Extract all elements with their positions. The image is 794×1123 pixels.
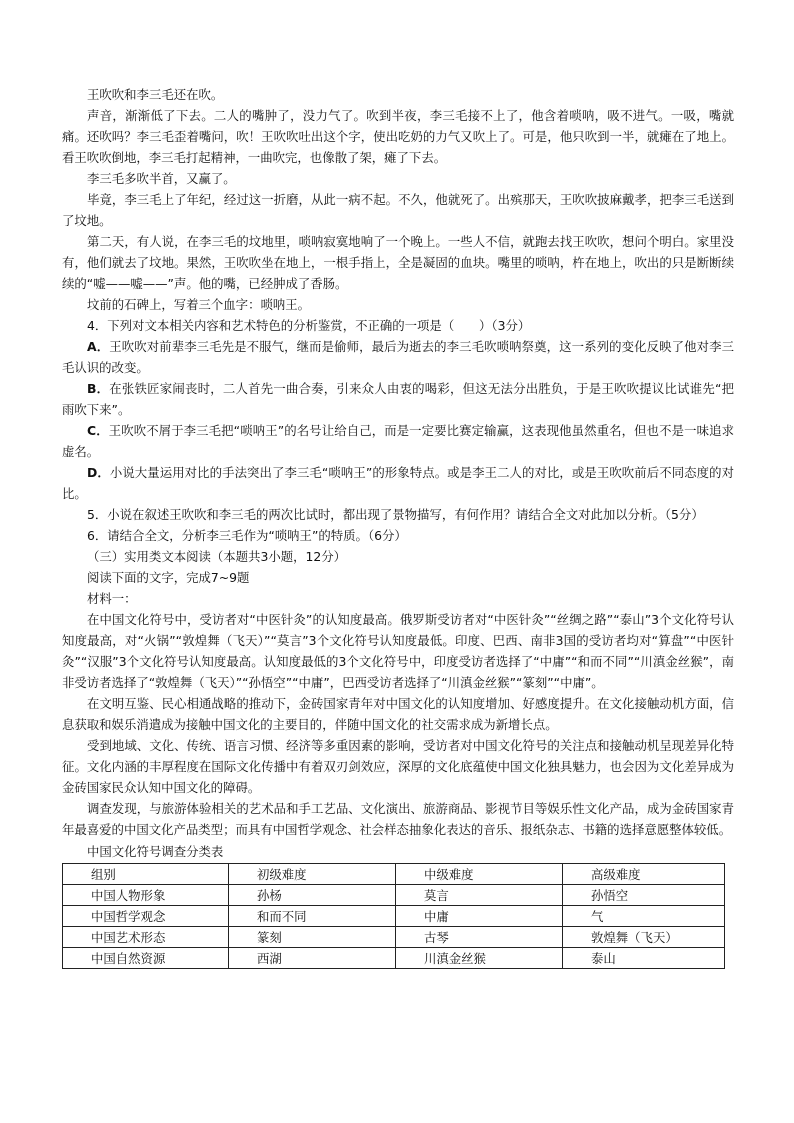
- table-cell: 孙杨: [229, 885, 396, 906]
- material-label: 材料一：: [87, 591, 137, 606]
- question-5: 5．小说在叙述王吹吹和李三毛的两次比试时，都出现了景物描写，有何作用？请结合全文对此加以分析。（5分）: [87, 507, 704, 522]
- table-row: [63, 885, 725, 906]
- table-cell: 莫言: [396, 885, 563, 906]
- material-paragraph: 在中国文化符号中，受访者对“中医针灸”的认知度最高。俄罗斯受访者对“中医针灸”“丝绸之路”“泰山”3个文化符号认知度最高，对“火锅”“敦煌舞（飞天）”“莫言”3个文化符号认知度最低。印度、巴西、南非3国的受访者均对“算盘”“中医针灸”“汉服”3个文化符号认知度最高。认知度最低的3个文化符号中，印度受访者选择了“中庸”“和而不同”“川滇金丝猴”，南非受访者选择了“敦煌舞（飞天）”“孙悟空”“中庸”，巴西受访者选择了“川滇金丝猴”“篆刻”“中庸”。: [62, 612, 734, 690]
- table-caption: 中国文化符号调查分类表: [87, 844, 224, 859]
- table-header-cell: 中级难度: [396, 864, 563, 885]
- question-4-option-b: [62, 378, 734, 420]
- table-cell: 西湖: [229, 948, 396, 969]
- table-cell: 篆刻: [229, 927, 396, 948]
- table-row: [63, 927, 725, 948]
- table-header-cell: 组别: [63, 864, 229, 885]
- option-text: 小说大量运用对比的手法突出了李三毛“唢呐王”的形象特点。或是李王二人的对比，或是王吹吹前后不同态度的对比。: [62, 465, 734, 501]
- table-header-cell: 初级难度: [229, 864, 396, 885]
- material-paragraph: 调查发现，与旅游体验相关的艺术品和手工艺品、文化演出、旅游商品、影视节目等娱乐性文化产品，成为金砖国家青年最喜爱的中国文化产品类型；而具有中国哲学观念、社会样态抽象化表达的音乐、报纸杂志、书籍的选择意愿整体较低。: [62, 801, 734, 837]
- section-heading: （三）实用类文本阅读（本题共3小题，12分）: [87, 549, 347, 564]
- option-key: C．: [87, 423, 109, 438]
- question-4-option-a: [62, 336, 734, 378]
- table-cell: 中庸: [396, 906, 563, 927]
- question-4-option-d: [62, 462, 734, 504]
- table-header-cell: 高级难度: [563, 864, 725, 885]
- table-cell: 中国人物形象: [63, 885, 229, 906]
- material-paragraph: 在文明互鉴、民心相通战略的推动下，金砖国家青年对中国文化的认知度增加、好感度提升。在文化接触动机方面，信息获取和娱乐消遣成为接触中国文化的主要目的，伴随中国文化的社交需求成为新增长点。: [62, 696, 734, 732]
- table-cell: 泰山: [563, 948, 725, 969]
- question-4-option-c: [62, 420, 734, 462]
- document-page: [62, 84, 734, 969]
- table-cell: 古琴: [396, 927, 563, 948]
- section-instruction: 阅读下面的文字，完成7~9题: [87, 570, 250, 585]
- table-cell: 气: [563, 906, 725, 927]
- table-cell: 中国艺术形态: [63, 927, 229, 948]
- table-row: [63, 948, 725, 969]
- story-paragraph: 第二天，有人说，在李三毛的坟地里，唢呐寂寞地响了一个晚上。一些人不信，就跑去找王吹吹，想问个明白。家里没有，他们就去了坟地。果然，王吹吹坐在地上，一根手指上，全是凝固的血块。嘴里的唢呐，杵在地上，吹出的只是断断续续的“嘘——嘘——”声。他的嘴，已经肿成了香肠。: [62, 234, 734, 291]
- question-4-stem: 4．下列对文本相关内容和艺术特色的分析鉴赏，不正确的一项是（ ）（3分）: [87, 318, 531, 333]
- option-text: 王吹吹对前辈李三毛先是不服气，继而是偷师，最后为逝去的李三毛吹唢呐祭奠，这一系列的变化反映了他对李三毛认识的改变。: [62, 339, 735, 375]
- table-cell: 和而不同: [229, 906, 396, 927]
- option-text: 王吹吹不屑于李三毛把“唢呐王”的名号让给自己，而是一定要比赛定输赢，这表现他虽然重名，但也不是一味追求虚名。: [62, 423, 734, 459]
- table-cell: 川滇金丝猴: [396, 948, 563, 969]
- table-cell: 孙悟空: [563, 885, 725, 906]
- table-cell: 敦煌舞（飞天）: [563, 927, 725, 948]
- question-6: 6．请结合全文，分析李三毛作为“唢呐王”的特质。（6分）: [87, 528, 407, 543]
- story-paragraph: 李三毛多吹半首，又赢了。: [87, 171, 236, 186]
- table-cell: 中国自然资源: [63, 948, 229, 969]
- table-row: [63, 906, 725, 927]
- option-key: D．: [87, 465, 110, 480]
- table-header-row: [63, 864, 725, 885]
- survey-table: [62, 863, 725, 969]
- story-paragraph: 声音，渐渐低了下去。二人的嘴肿了，没力气了。吹到半夜，李三毛接不上了，他含着唢呐，吸不进气。一吸，嘴就痛。还吹吗？李三毛歪着嘴问，吹！王吹吹吐出这个字，使出吃奶的力气又吹上了。可是，他只吹到一半，就瘫在了地上。看王吹吹倒地，李三毛打起精神，一曲吹完，也像散了架，瘫了下去。: [62, 108, 734, 165]
- option-text: 在张铁匠家闹丧时，二人首先一曲合奏，引来众人由衷的喝彩，但这无法分出胜负，于是王吹吹提议比试谁先“把雨吹下来”。: [62, 381, 734, 417]
- material-paragraph: 受到地域、文化、传统、语言习惯、经济等多重因素的影响，受访者对中国文化符号的关注点和接触动机呈现差异化特征。文化内涵的丰厚程度在国际文化传播中有着双刃剑效应，深厚的文化底蕴使中国文化独具魅力，也会因为文化差异成为金砖国家民众认知中国文化的障碍。: [62, 738, 734, 795]
- option-key: A．: [87, 339, 110, 354]
- story-paragraph: 坟前的石碑上，写着三个血字：唢呐王。: [87, 297, 311, 312]
- option-key: B．: [87, 381, 110, 396]
- story-paragraph: 王吹吹和李三毛还在吹。: [87, 87, 224, 102]
- story-paragraph: 毕竟，李三毛上了年纪，经过这一折磨，从此一病不起。不久，他就死了。出殡那天，王吹吹披麻戴孝，把李三毛送到了坟地。: [62, 192, 734, 228]
- table-cell: 中国哲学观念: [63, 906, 229, 927]
